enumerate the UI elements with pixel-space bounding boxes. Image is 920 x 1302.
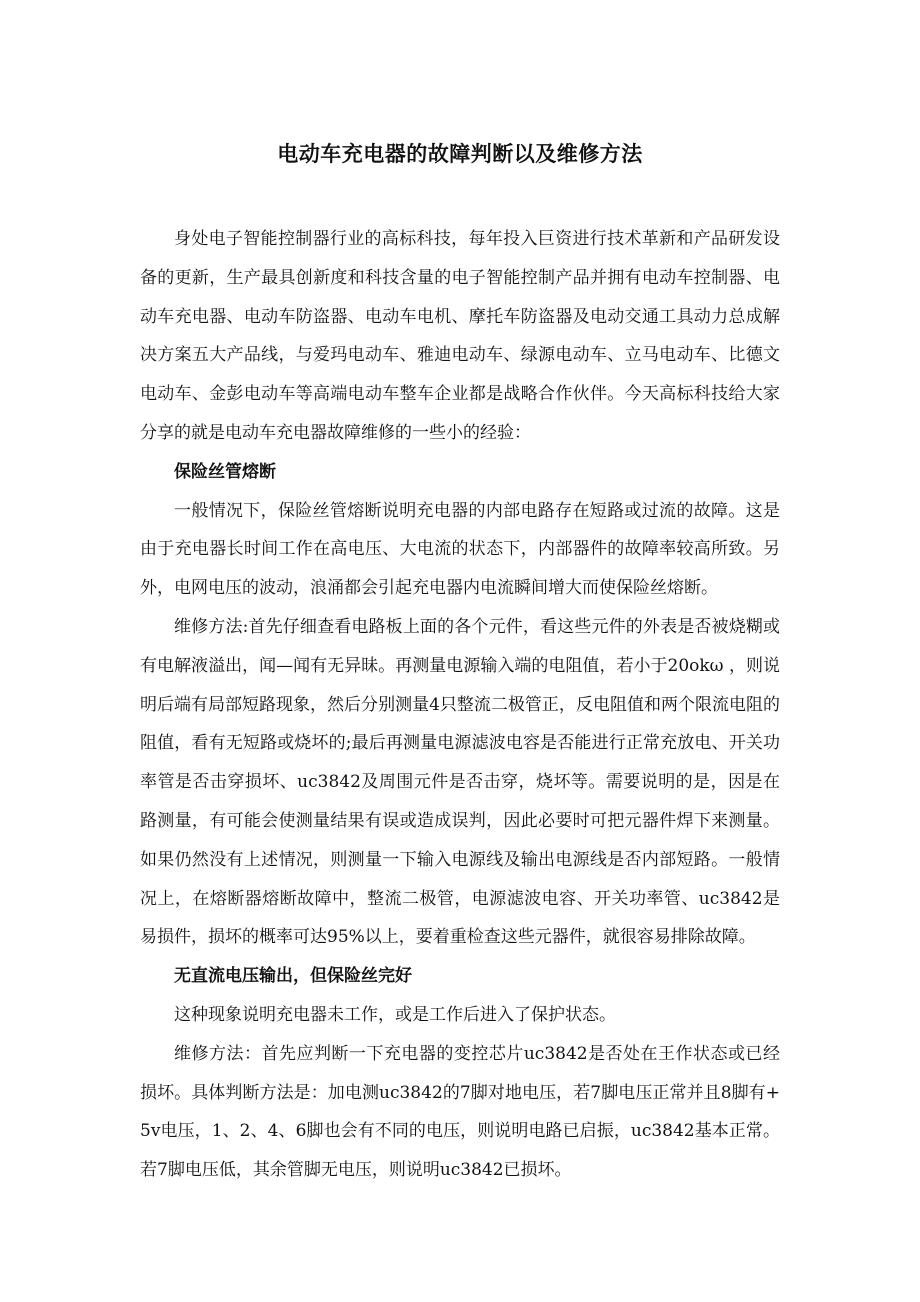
section-heading-no-dc-output: 无直流电压输出，但保险丝完好 [174, 966, 412, 987]
no-dc-output-cause-paragraph: 这种现象说明充电器未工作，或是工作后进入了保护状态。 [174, 1004, 616, 1025]
document-body [140, 220, 780, 1190]
document-title: 电动车充电器的故障判断以及维修方法 [277, 142, 643, 166]
fuse-blown-cause-paragraph: 一般情况下，保险丝管熔断说明充电器的内部电路存在短路或过流的故障。这是由于充电器长时间工作在高电压、大电流的状态下，内部器件的故障率较高所致。另外，电网电压的波动，浪涌都会引起充电器内电流瞬间增大而使保险丝熔断。 [140, 500, 780, 599]
section-heading-fuse-blown: 保险丝管熔断 [174, 461, 276, 482]
no-dc-output-repair-paragraph: 维修方法：首先应判断一下充电器的变控芯片uc3842是否处在王作状态或已经损坏。具体判断方法是：加电测uc3842的7脚对地电压，若7脚电压正常并且8脚有+5v电压，1、2、4、6脚也会有不同的电压，则说明电路已启振，uc3842基本正常。若7脚电压低，其余管脚无电压，则说明uc3842已损坏。 [140, 1043, 780, 1181]
fuse-blown-repair-paragraph: 维修方法:首先仔细查看电路板上面的各个元件，看这些元件的外表是否被烧糊或有电解液溢出，闻—闻有无异昧。再测量电源输入端的电阻值，若小于20okω ，则说明后端有局部短路现象，然后分别测量4只整流二极管正，反电阻值和两个限流电阻的阻值，看有无短路或烧坏的;最后再测量电源滤波电容是否能进行正常充放电、开关功率管是否击穿损坏、uc3842及周围元件是否击穿，烧坏等。需要说明的是，因是在路测量，有可能会使测量结果有误或造成误判，因此必要时可把元器件焊下来测量。如果仍然没有上述情况，则测量一下输入电源线及输出电源线是否内部短路。一般情况上，在熔断器熔断故障中，整流二极管，电源滤波电容、开关功率管、uc3842是易损件，损坏的概率可达95%以上，要着重检查这些元器件，就很容易排除故障。 [140, 616, 780, 948]
intro-paragraph: 身处电子智能控制器行业的高标科技，每年投入巨资进行技术革新和产品研发设备的更新，生产最具创新度和科技含量的电子智能控制产品并拥有电动车控制器、电动车充电器、电动车防盗器、电动车电机、摩托车防盗器及电动交通工具动力总成解决方案五大产品线，与爱玛电动车、雅迪电动车、绿源电动车、立马电动车、比德文电动车、金彭电动车等高端电动车整车企业都是战略合作伙伴。今天高标科技给大家分享的就是电动车充电器故障维修的一些小的经验： [140, 229, 780, 443]
